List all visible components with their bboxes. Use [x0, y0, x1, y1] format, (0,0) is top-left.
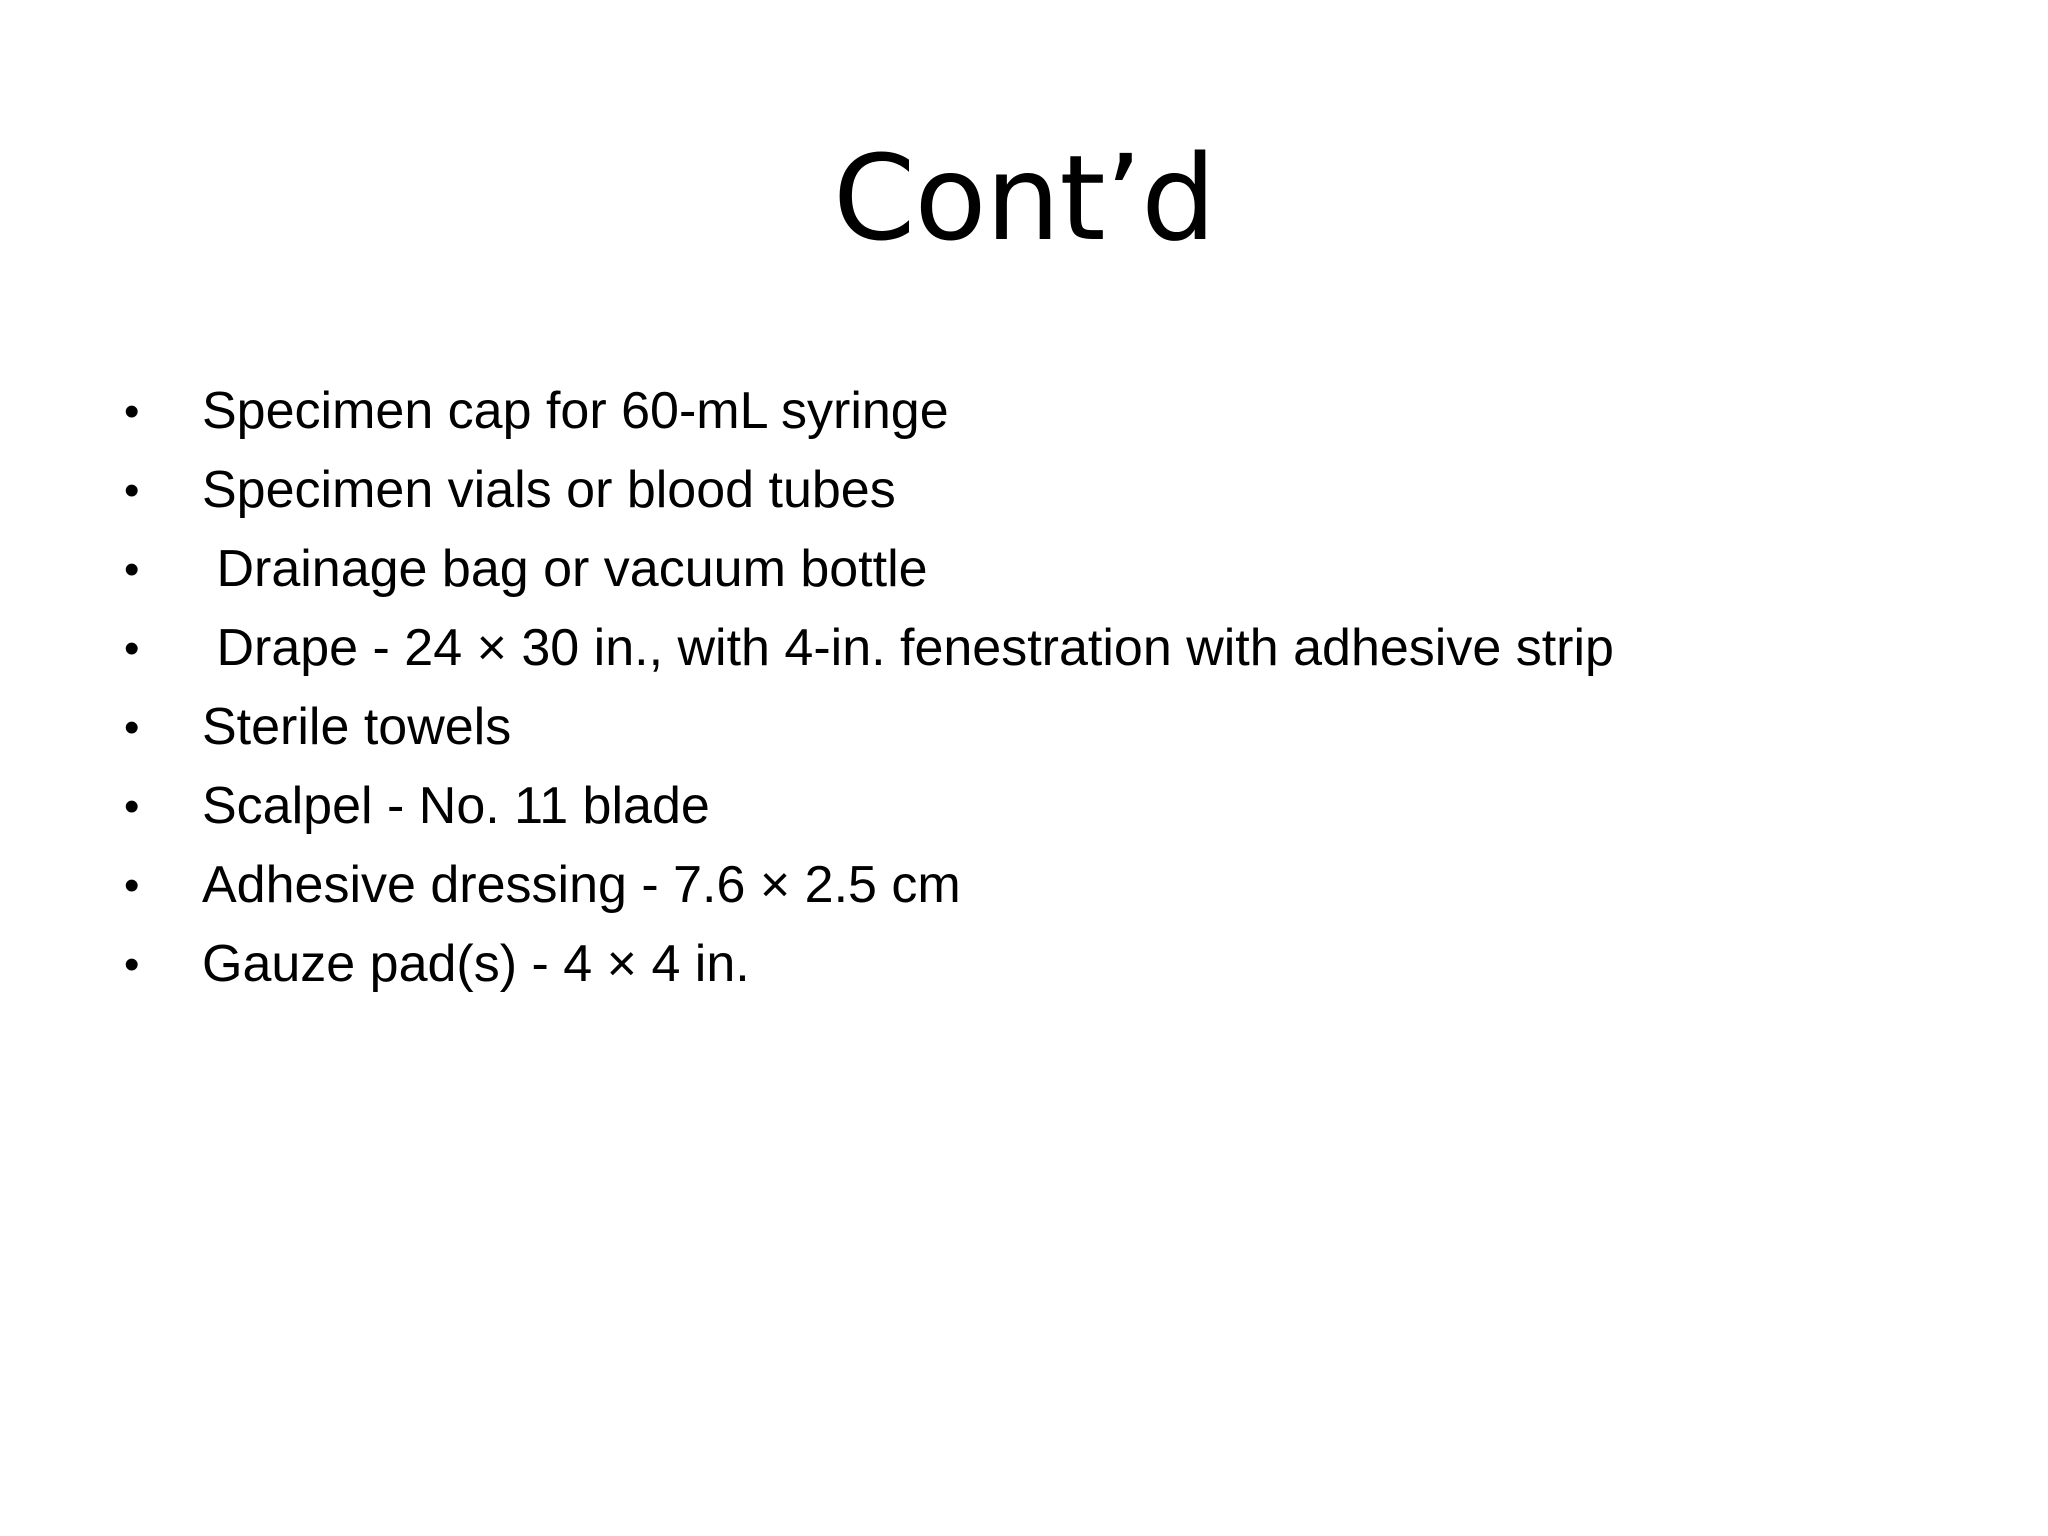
bullet-marker: • — [124, 940, 140, 989]
bullet-marker: • — [124, 782, 140, 831]
list-item — [0, 925, 2048, 1004]
list-item — [0, 530, 2048, 609]
list-item-text: Drainage bag or vacuum bottle — [202, 540, 928, 598]
list-item-text: Drape - 24 × 30 in., with 4-in. fenestration with adhesive strip — [202, 619, 1614, 677]
bullet-marker: • — [124, 861, 140, 910]
list-item — [0, 451, 2048, 530]
bullet-marker: • — [124, 466, 140, 515]
list-item-text: Adhesive dressing - 7.6 × 2.5 cm — [202, 856, 961, 914]
list-item-text: Specimen cap for 60-mL syringe — [202, 382, 949, 440]
bullet-marker: • — [124, 703, 140, 752]
slide-title: Cont’d — [832, 129, 1216, 267]
list-item-text: Gauze pad(s) - 4 × 4 in. — [202, 935, 750, 993]
bullet-marker: • — [124, 624, 140, 673]
list-item-text: Sterile towels — [202, 698, 512, 756]
list-item — [0, 846, 2048, 925]
list-item — [0, 609, 2048, 688]
bullet-marker: • — [124, 387, 140, 436]
list-item — [0, 688, 2048, 767]
bullet-list — [0, 372, 2048, 1004]
list-item — [0, 767, 2048, 846]
list-item — [0, 372, 2048, 451]
bullet-marker: • — [124, 545, 140, 594]
list-item-text: Specimen vials or blood tubes — [202, 461, 896, 519]
list-item-text: Scalpel - No. 11 blade — [202, 777, 710, 835]
